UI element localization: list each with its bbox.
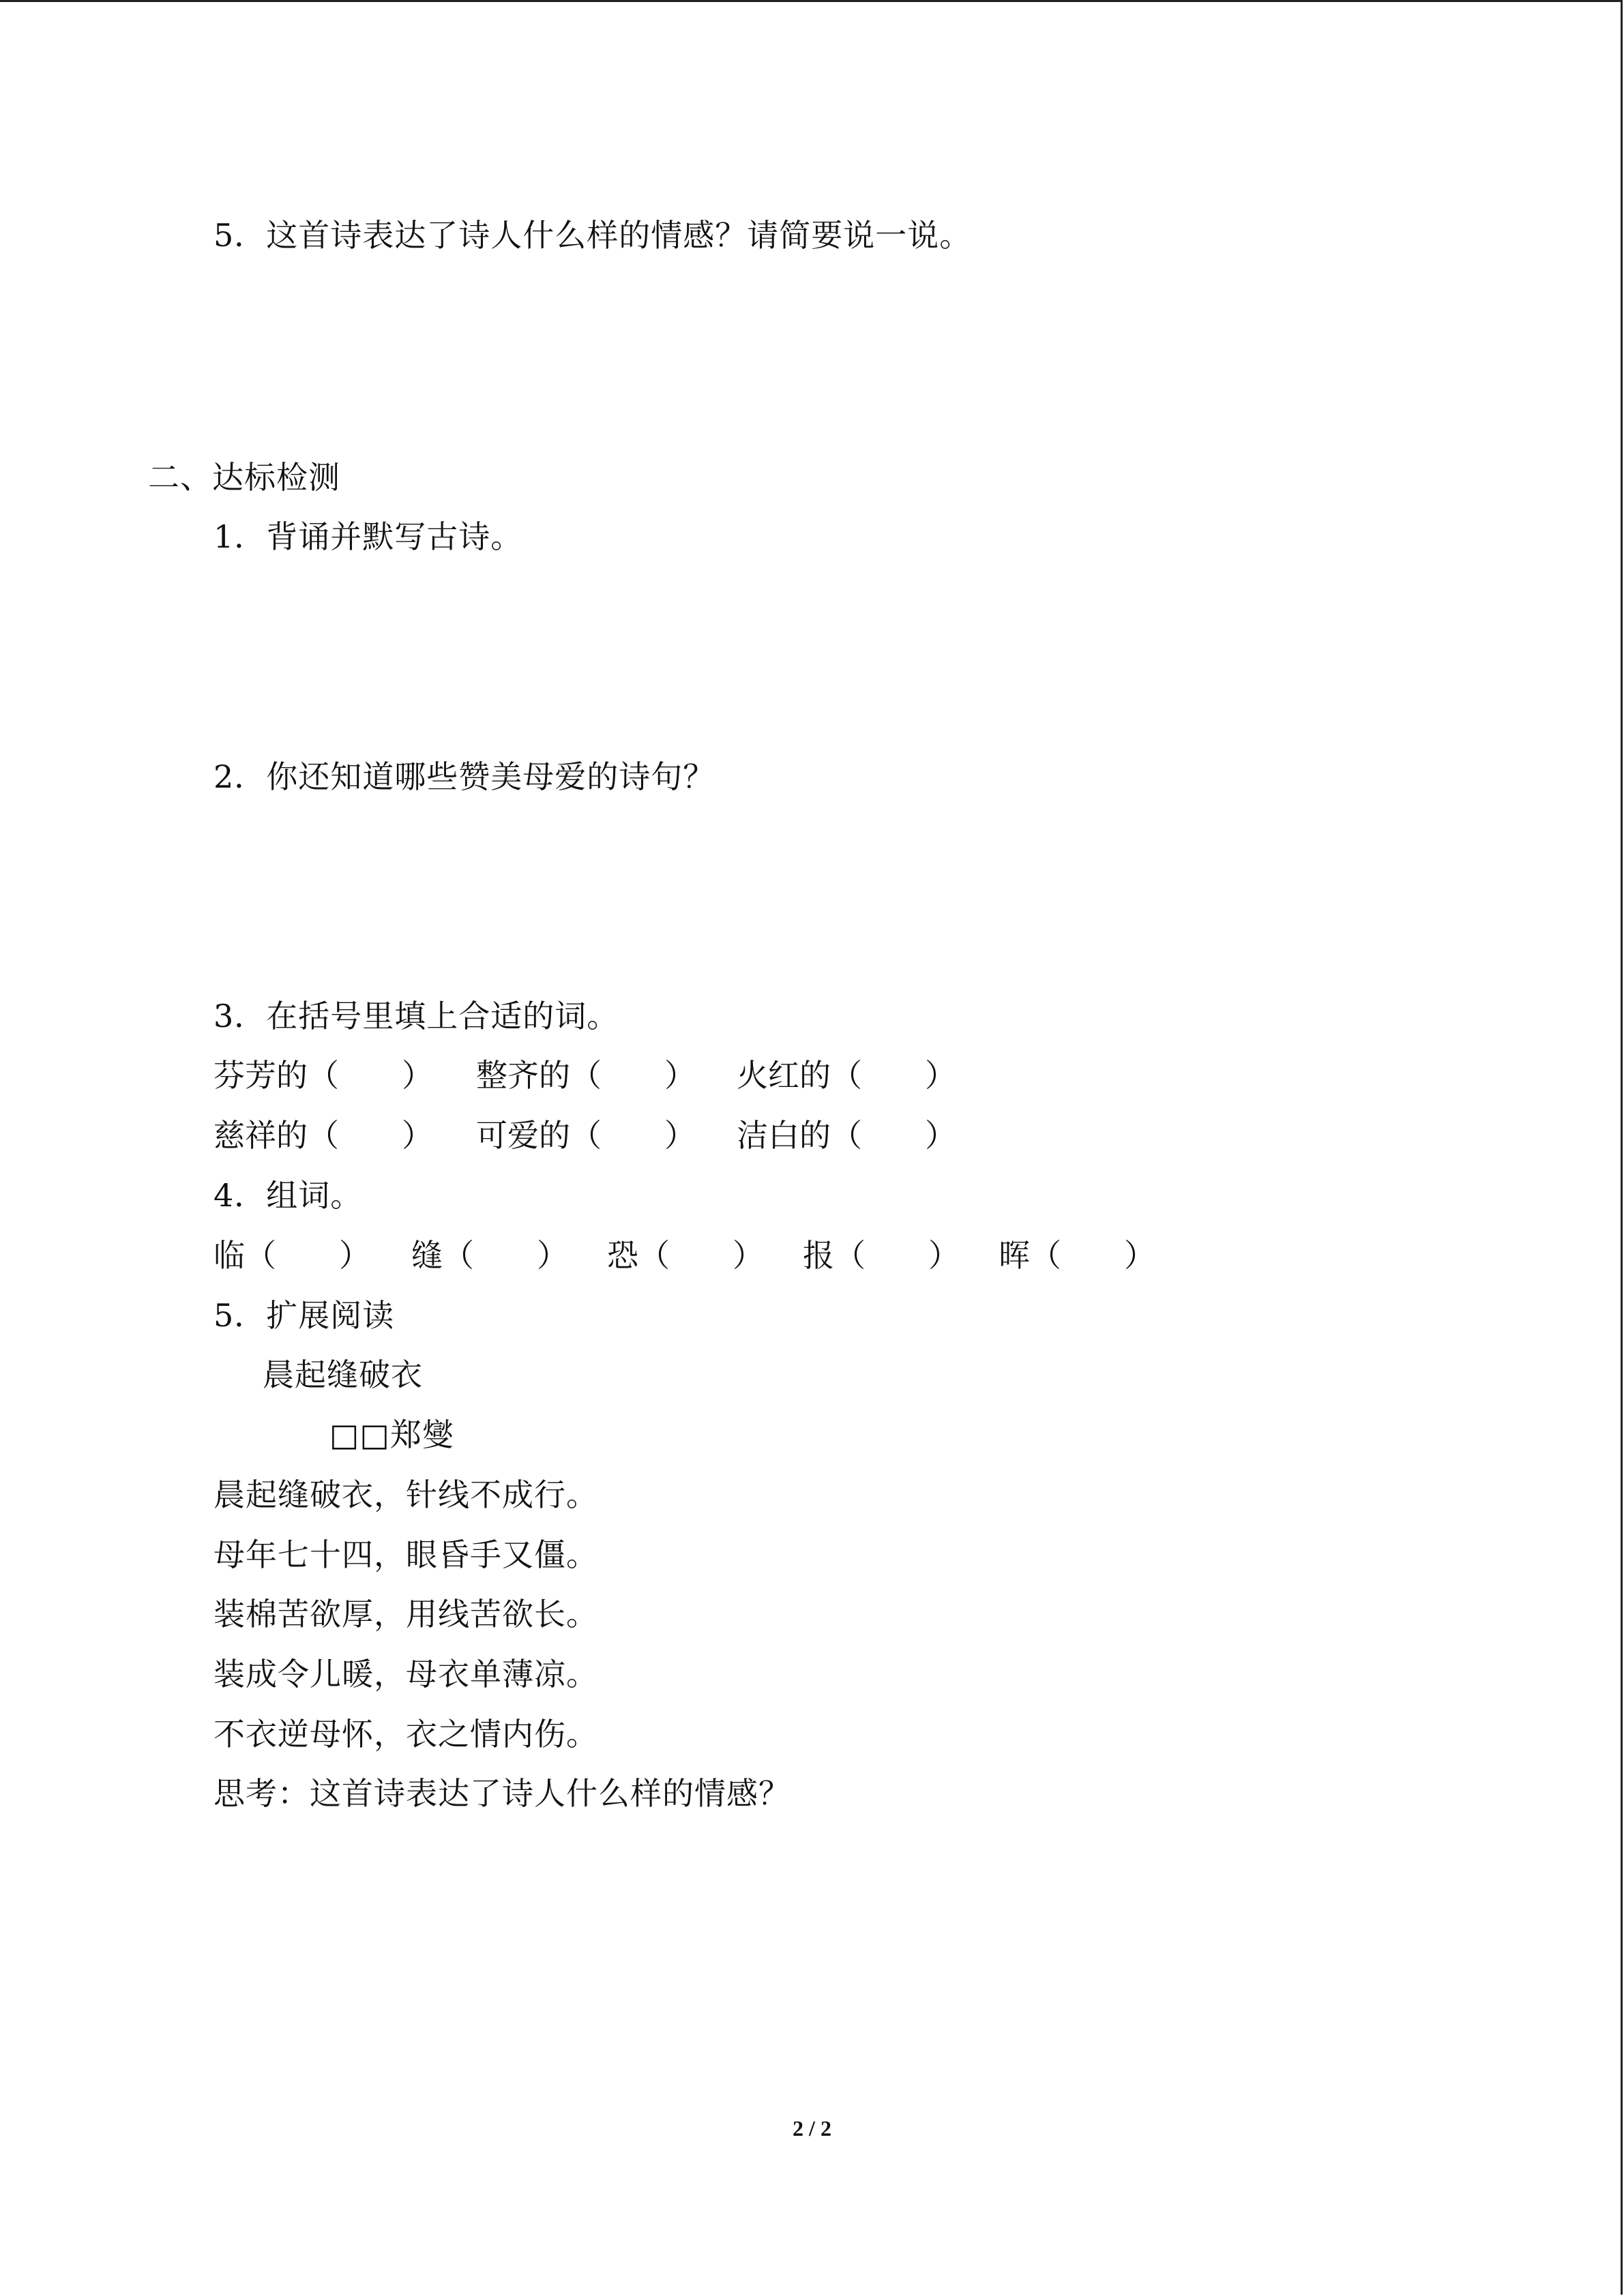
poem-line: 装棉苦欲厚，用线苦欲长。 xyxy=(213,1596,598,1632)
poem-line: 不衣逆母怀，衣之情内伤。 xyxy=(213,1716,598,1753)
fill-blank: 可爱的（ ） xyxy=(476,1117,696,1154)
q3-row-2 xyxy=(213,1115,1168,1156)
word-blank: 晖（ ） xyxy=(999,1237,1155,1274)
question-prev-5: 5．这首诗表达了诗人什么样的情感？请简要说一说。 xyxy=(213,217,972,254)
poem-author: □□郑燮 xyxy=(329,1416,454,1453)
poem-line: 晨起缝破衣，针线不成行。 xyxy=(213,1476,598,1513)
poem-line: 母年七十四，眼昏手又僵。 xyxy=(213,1536,598,1573)
word-blank: 临（ ） xyxy=(213,1237,370,1274)
word-blank: 报（ ） xyxy=(803,1237,960,1274)
question-5: 5．扩展阅读 xyxy=(213,1297,395,1334)
q4-row xyxy=(213,1235,1237,1276)
word-blank: 缝（ ） xyxy=(411,1237,568,1274)
fill-blank: 芬芳的（ ） xyxy=(213,1057,433,1094)
page-number: 2 / 2 xyxy=(793,2116,831,2141)
fill-blank: 洁白的（ ） xyxy=(737,1117,956,1154)
word-blank: 恐（ ） xyxy=(607,1237,764,1274)
fill-blank: 整齐的（ ） xyxy=(476,1057,696,1094)
poem-line: 装成令儿暖，母衣单薄凉。 xyxy=(213,1656,598,1693)
fill-blank: 慈祥的（ ） xyxy=(213,1117,433,1154)
poem-title: 晨起缝破衣 xyxy=(263,1356,423,1393)
section-title: 二、达标检测 xyxy=(148,459,340,496)
question-1: 1．背诵并默写古诗。 xyxy=(213,518,523,555)
think-question: 思考：这首诗表达了诗人什么样的情感？ xyxy=(213,1775,791,1812)
q3-row-1 xyxy=(213,1055,1168,1096)
question-2: 2．你还知道哪些赞美母爱的诗句？ xyxy=(213,758,715,795)
fill-blank: 火红的（ ） xyxy=(737,1057,956,1094)
question-4: 4．组词。 xyxy=(213,1177,363,1214)
question-3: 3．在括号里填上合适的词。 xyxy=(213,998,619,1034)
